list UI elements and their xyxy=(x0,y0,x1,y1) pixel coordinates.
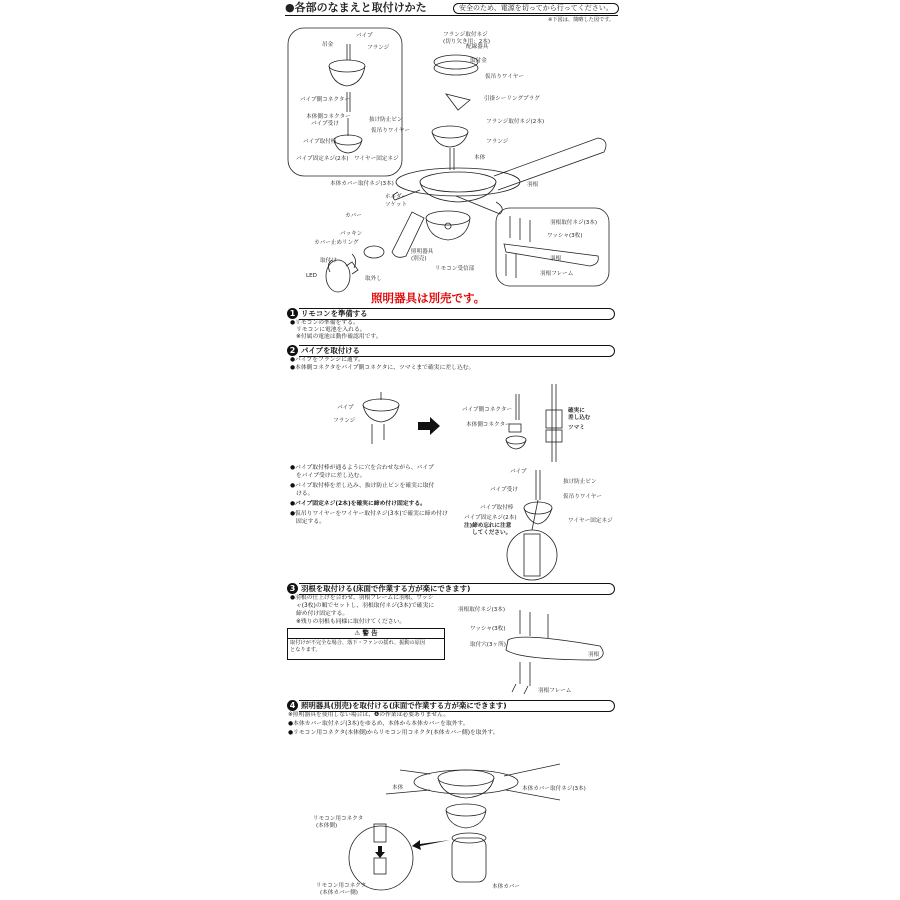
fig2-pipe-screw: パイプ固定ネジ(2本) xyxy=(464,515,517,521)
label-stop-pin: 抜け防止ピン xyxy=(369,117,403,123)
label-washer: ワッシャ(3枚) xyxy=(547,233,583,239)
fig2-note: 注)締め忘れに注意 xyxy=(464,523,512,529)
label-blade-frame: 羽根フレーム xyxy=(540,271,574,277)
label-pipe-bolt: パイプ取付棒 xyxy=(303,139,337,145)
fig4-connector-cover: リモコン用コネクタ xyxy=(316,883,367,889)
fig2-note-2: してください。 xyxy=(472,530,512,536)
label-detach: 取外し xyxy=(365,276,382,282)
label-led: LED xyxy=(306,273,317,279)
step-4-header xyxy=(287,700,615,711)
fig3-blade: 羽根 xyxy=(588,652,600,658)
step-3-line-4: ※残りの羽根も同様に取付けてください。 xyxy=(296,619,406,625)
fig-pipe: パイプ xyxy=(337,405,354,411)
label-pipe-connector: パイプ側コネクター xyxy=(300,97,351,103)
step-2-bold-line: ●パイプ固定ネジ(2本)を確実に締め付け固定する。 xyxy=(290,501,426,507)
fig3-blade-screw: 羽根取付ネジ(3本) xyxy=(458,607,506,613)
label-flange-screw-note: (切り欠き用：2本) xyxy=(443,39,491,45)
step-3-line-2: ャ(3枚)の順でセットし、羽根取付ネジ(3本)で確実に xyxy=(296,603,435,609)
fig4-body: 本体 xyxy=(392,785,404,791)
step-1-line-1: ●リモコンの準備をする。 xyxy=(290,320,359,326)
warning-line-1: 取付けが不完全な場合、落下・ファンの揺れ、振動の原因 xyxy=(290,640,426,646)
fig-flange: フランジ xyxy=(333,418,356,424)
label-cover: カバー xyxy=(345,213,362,219)
label-cover-screw: 本体カバー取付ネジ(3本) xyxy=(330,181,394,187)
label-light-fixture: 照明器具 xyxy=(411,249,434,255)
label-flange2: フランジ xyxy=(486,139,509,145)
step-1-line-3: ※付属の電池は動作確認用です。 xyxy=(296,334,382,340)
fig4-connector-body-note: (本体側) xyxy=(316,823,338,829)
step-2-title: パイプを取付ける xyxy=(301,346,360,355)
label-packing: パッキン xyxy=(340,231,363,237)
step-2-line-3: ●パイプ取付棒が通るように穴を合わせながら、パイプ xyxy=(290,465,434,471)
step-2-line-7: ●仮吊りワイヤーをワイヤー取付ネジ(3本)で確実に締め付け xyxy=(290,511,448,517)
figure-note: ※下図は、簡略した図です。 xyxy=(548,17,615,23)
label-mount-base: 取付金 xyxy=(470,58,487,64)
fig-pipe-connector: パイプ側コネクター xyxy=(462,407,513,413)
label-cover-ring: カバー止めリング xyxy=(314,240,359,246)
warning-box xyxy=(287,628,445,660)
label-holder: ホルダー xyxy=(385,194,408,200)
fig4-cover: 本体カバー xyxy=(492,884,520,890)
step-2-line-2: ●本体側コネクタをパイプ側コネクタに、ツマミまで確実に差し込む。 xyxy=(290,365,475,371)
label-socket: ソケット xyxy=(385,202,408,208)
fig-insert-2: 差し込む xyxy=(568,415,591,421)
label-hanging-wire: 仮吊りワイヤー xyxy=(371,128,410,134)
step-4-title: 照明器具(別売)を取付ける(床面で作業する方が楽にできます) xyxy=(301,701,507,710)
label-attach: 取付け xyxy=(320,258,337,264)
fig-body-connector: 本体側コネクター xyxy=(466,422,511,428)
fig-insert: 確実に xyxy=(568,408,585,414)
step-2-line-6: ける。 xyxy=(296,491,314,497)
step-3-line-3: 締め付け固定する。 xyxy=(296,611,349,617)
label-wire-screw: ワイヤー固定ネジ xyxy=(354,156,399,162)
fig2-hanging-wire: 仮吊りワイヤー xyxy=(563,494,602,500)
step-1-number: 1 xyxy=(287,308,298,319)
step-3-header xyxy=(287,583,615,594)
label-remote-receiver: リモコン受信部 xyxy=(435,266,475,272)
warning-title: ⚠ 警 告 xyxy=(288,629,444,639)
label-hook: 吊金 xyxy=(322,42,334,48)
fig3-washer: ワッシャ(3枚) xyxy=(470,626,506,632)
label-pipe-screw: パイプ固定ネジ(2本) xyxy=(296,156,349,162)
label-body: 本体 xyxy=(474,155,486,161)
lighting-sold-separately: 照明器具は別売です。 xyxy=(371,291,486,305)
label-blade-screw: 羽根取付ネジ(3本) xyxy=(550,220,598,226)
step-4-number: 4 xyxy=(287,700,298,711)
label-flange-screw2: フランジ取付ネジ(2本) xyxy=(486,119,545,125)
label-hang-wire2: 仮吊りワイヤー xyxy=(485,74,524,80)
fig4-connector-cover-note: (本体カバー側) xyxy=(320,890,358,896)
fig2-pipe-bolt: パイプ取付棒 xyxy=(480,505,514,511)
label-flange: フランジ xyxy=(367,45,390,51)
fig4-cover-screw: 本体カバー取付ネジ(3本) xyxy=(522,786,586,792)
step-2-header xyxy=(287,345,615,356)
step-1-header xyxy=(287,308,615,319)
label-flange-screw: フランジ取付ネジ xyxy=(443,32,488,38)
label-pipe-receiver: パイプ受け xyxy=(311,121,339,127)
fig3-mount-holes: 取付穴(3ヶ所) xyxy=(470,642,506,648)
step-2-line-1: ●パイプをフランジに通す。 xyxy=(290,357,364,363)
fig4-connector-body: リモコン用コネクタ xyxy=(313,816,364,822)
step-4-line-1: ※照明器具を使用しない場合は、❹の作業は必要ありません。 xyxy=(288,712,450,718)
step-2-number: 2 xyxy=(287,345,298,356)
page-title: ●各部のなまえと取付けかた xyxy=(285,1,427,14)
step-4-line-2: ●本体カバー取付ネジ(3本)をゆるめ、本体から本体カバーを取外す。 xyxy=(288,721,469,727)
fig3-blade-frame: 羽根フレーム xyxy=(538,688,572,694)
step-2-line-5: ●パイプ取付棒を差し込み、抜け防止ピンを確実に取付 xyxy=(290,483,435,489)
label-blade2: 羽根 xyxy=(550,256,562,262)
label-blade: 羽根 xyxy=(527,182,539,188)
label-light-fixture-note: (別売) xyxy=(411,256,427,262)
label-pipe: パイプ xyxy=(356,33,373,39)
fig-knob: ツマミ xyxy=(568,425,585,431)
step-3-number: 3 xyxy=(287,583,298,594)
label-wiring-fixture: 配線器具 xyxy=(466,44,489,50)
step-4-line-3: ●リモコン用コネクタ(本体側)からリモコン用コネクタ(本体カバー側)を取外す。 xyxy=(288,730,499,736)
step-2-line-8: 固定する。 xyxy=(296,519,325,525)
fig2-wire-screw: ワイヤー固定ネジ xyxy=(568,518,613,524)
header-rule xyxy=(285,15,618,16)
safety-note: 安全のため、電源を切ってから行ってください。 xyxy=(453,3,619,14)
page-header xyxy=(285,2,620,14)
step-1-title: リモコンを準備する xyxy=(301,309,368,318)
step-2-line-4: をパイプ受けに差し込む。 xyxy=(296,473,366,479)
step-3-title: 羽根を取付ける(床面で作業する方が楽にできます) xyxy=(301,584,471,593)
label-body-connector: 本体側コネクター xyxy=(306,114,351,120)
warning-line-2: となります。 xyxy=(290,647,321,653)
fig2-pipe-receiver: パイプ受け xyxy=(490,487,518,493)
label-ceiling-plug: 引掛シーリングプラグ xyxy=(484,96,540,102)
step-1-line-2: リモコンに電池を入れる。 xyxy=(296,327,366,333)
fig2-stop-pin: 抜け防止ピン xyxy=(563,479,597,485)
step-3-line-1: ●羽根の仕上げを合わせ、羽根フレームに羽根、ワッシ xyxy=(290,595,434,601)
fig2-pipe: パイプ xyxy=(510,469,527,475)
